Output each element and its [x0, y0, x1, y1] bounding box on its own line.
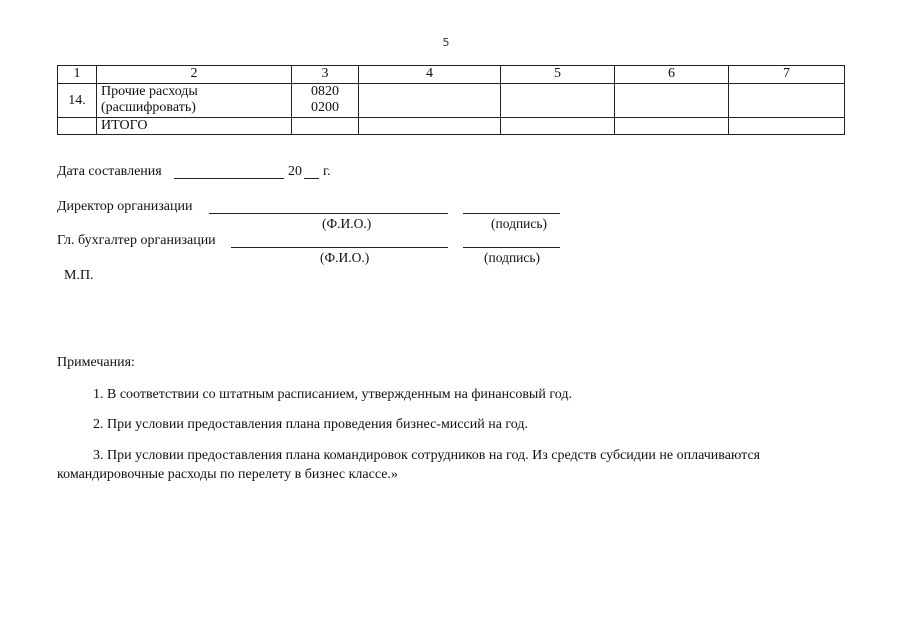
note-item: 1. В соответствии со штатным расписанием, утвержденным на финансовый год. [93, 387, 572, 402]
expense-table [57, 65, 845, 135]
date-blank [174, 178, 284, 179]
accountant-signature-caption: (подпись) [484, 250, 541, 265]
note-item: 3. При условии предоставления плана командировок сотрудников на год. Из средств субсидии не оплачиваются командировочные расходы по перелету в бизнес классе.» [57, 448, 761, 482]
header-cell-4: 4 [359, 66, 501, 84]
notes-title: Примечания: [57, 355, 135, 370]
row-name-line: Прочие расходы [101, 84, 198, 99]
header-cell-2: 2 [97, 66, 292, 84]
total-cell-6 [615, 118, 729, 135]
total-cell-7 [729, 118, 845, 135]
table-header-row [58, 66, 845, 84]
director-signature-blank [463, 213, 560, 214]
director-label: Директор организации [57, 199, 193, 214]
director-signature-caption: (подпись) [491, 216, 548, 231]
total-cell-3 [292, 118, 359, 135]
total-cell-4 [359, 118, 501, 135]
row-cell-5 [501, 84, 615, 118]
year-blank [304, 178, 319, 179]
row-cell-7 [729, 84, 845, 118]
row-code: 0200 [311, 100, 339, 115]
header-cell-5: 5 [501, 66, 615, 84]
accountant-fio-blank [231, 247, 448, 248]
row-name-line: (расшифровать) [101, 100, 196, 115]
total-cell-5 [501, 118, 615, 135]
total-label: ИТОГО [97, 118, 292, 135]
date-label: Дата составления [57, 164, 162, 179]
table-row [58, 84, 845, 118]
date-year-prefix: 20 [288, 164, 302, 179]
table-row-total [58, 118, 845, 135]
accountant-signature-blank [463, 247, 560, 248]
date-year-suffix: г. [323, 164, 331, 179]
accountant-label: Гл. бухгалтер организации [57, 233, 216, 248]
row-name [97, 84, 292, 118]
header-cell-6: 6 [615, 66, 729, 84]
director-fio-blank [209, 213, 448, 214]
header-cell-1: 1 [58, 66, 97, 84]
row-code: 0820 [311, 84, 339, 99]
total-number [58, 118, 97, 135]
accountant-fio-caption: (Ф.И.О.) [320, 250, 370, 265]
row-codes [292, 84, 359, 118]
director-fio-caption: (Ф.И.О.) [322, 216, 372, 231]
row-cell-6 [615, 84, 729, 118]
note-item: 2. При условии предоставления плана проведения бизнес-миссий на год. [93, 417, 529, 432]
header-cell-3: 3 [292, 66, 359, 84]
header-cell-7: 7 [729, 66, 845, 84]
row-cell-4 [359, 84, 501, 118]
stamp-placeholder: М.П. [64, 268, 94, 283]
page-number: 5 [442, 36, 450, 49]
row-number: 14. [58, 84, 97, 118]
